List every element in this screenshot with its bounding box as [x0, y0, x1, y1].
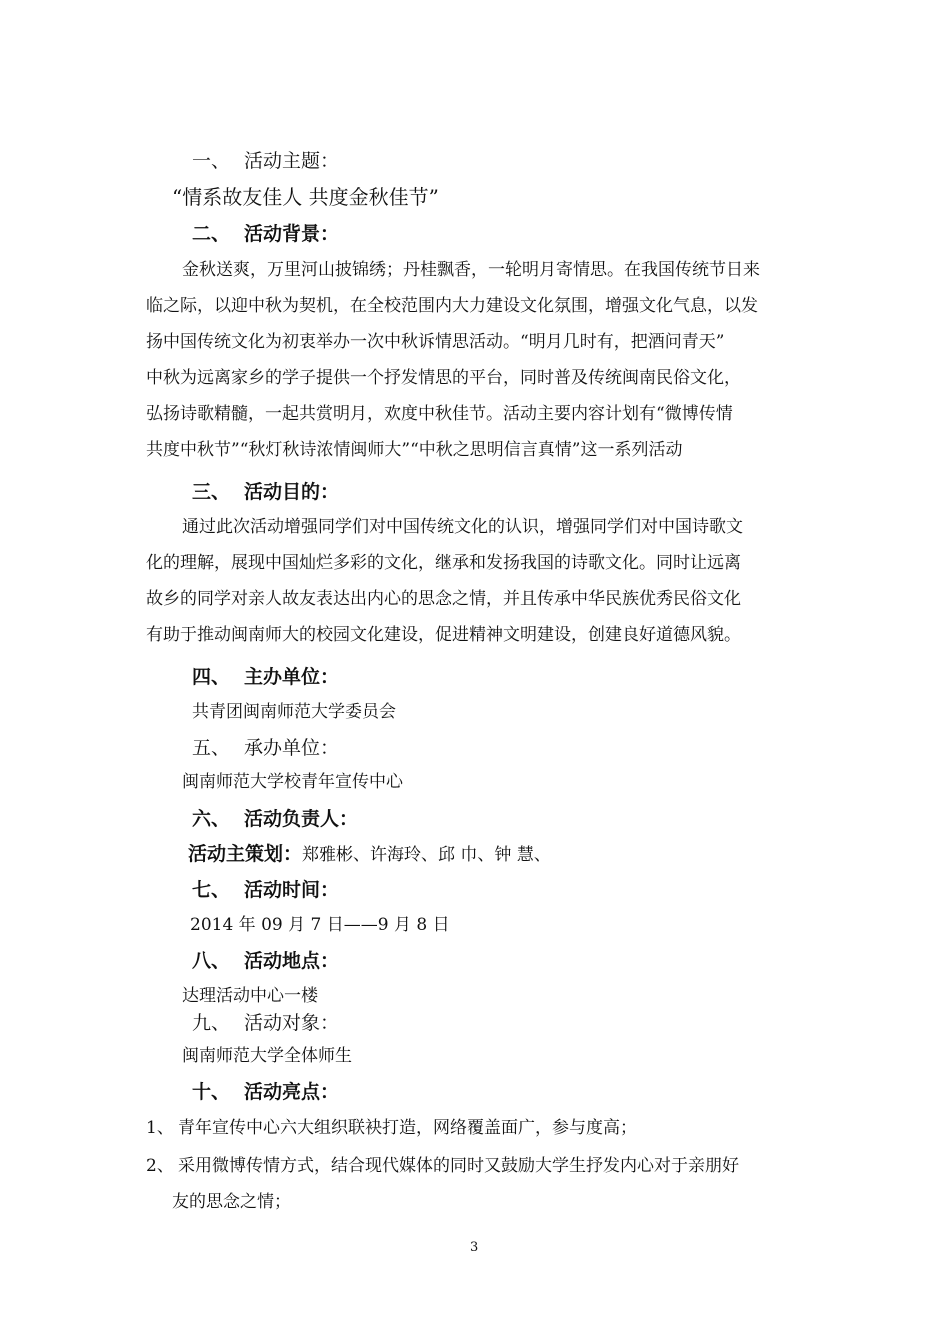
activity-theme: “情系故友佳人 共度金秋佳节”: [172, 185, 439, 209]
highlight-item-continued: 友的思念之情；: [172, 1192, 291, 1212]
organizer-unit: 闽南师范大学校青年宣传中心: [182, 772, 403, 792]
background-line: 弘扬诗歌精髓，一起共赏明月，欢度中秋佳节。活动主要内容计划有“微博传情: [146, 404, 733, 424]
page-number: 3: [470, 1240, 479, 1255]
section-3-heading: 三、 活动目的：: [192, 481, 340, 503]
section-8-heading: 八、 活动地点：: [192, 950, 340, 972]
background-line: 共度中秋节”“秋灯秋诗浓情闽师大”“中秋之思明信言真情”这一系列活动: [146, 440, 683, 460]
section-4-heading: 四、 主办单位：: [192, 666, 340, 688]
background-line: 金秋送爽，万里河山披锦绣；丹桂飘香，一轮明月寄情思。在我国传统节日来: [182, 260, 760, 280]
section-10-heading: 十、 活动亮点：: [192, 1081, 340, 1103]
planner-names: 郑雅彬、许海玲、邱 巾、钟 慧、: [302, 845, 551, 865]
highlight-number: 2、: [146, 1156, 174, 1176]
purpose-line: 通过此次活动增强同学们对中国传统文化的认识，增强同学们对中国诗歌文: [182, 517, 743, 537]
highlight-number: 1、: [146, 1118, 174, 1138]
background-line: 中秋为远离家乡的学子提供一个抒发情思的平台，同时普及传统闽南民俗文化，: [146, 368, 741, 388]
purpose-line: 有助于推动闽南师大的校园文化建设，促进精神文明建设，创建良好道德风貌。: [146, 625, 741, 645]
section-9-heading: 九、 活动对象：: [192, 1012, 340, 1034]
purpose-line: 故乡的同学对亲人故友表达出内心的思念之情，并且传承中华民族优秀民俗文化: [146, 589, 741, 609]
section-7-heading: 七、 活动时间：: [192, 879, 340, 901]
section-2-heading: 二、 活动背景：: [192, 223, 340, 245]
planner-label: 活动主策划：: [188, 843, 303, 865]
activity-audience: 闽南师范大学全体师生: [182, 1046, 352, 1066]
activity-time: 2014 年 09 月 7 日——9 月 8 日: [190, 915, 450, 935]
host-unit: 共青团闽南师范大学委员会: [192, 702, 396, 722]
section-6-heading: 六、 活动负责人：: [192, 808, 359, 830]
background-line: 临之际，以迎中秋为契机，在全校范围内大力建设文化氛围，增强文化气息，以发: [146, 296, 758, 316]
background-line: 扬中国传统文化为初衷举办一次中秋诉情思活动。“明月几时有，把酒问青天”: [146, 332, 725, 352]
section-5-heading: 五、 承办单位：: [192, 737, 340, 759]
planner-row: [188, 845, 551, 864]
activity-place: 达理活动中心一楼: [182, 986, 318, 1006]
section-1-heading: 一、 活动主题：: [192, 150, 340, 172]
purpose-line: 化的理解，展现中国灿烂多彩的文化，继承和发扬我国的诗歌文化。同时让远离: [146, 553, 741, 573]
highlight-item: 青年宣传中心六大组织联袂打造，网络覆盖面广，参与度高；: [178, 1118, 637, 1138]
highlight-item: 采用微博传情方式，结合现代媒体的同时又鼓励大学生抒发内心对于亲朋好: [178, 1156, 739, 1176]
